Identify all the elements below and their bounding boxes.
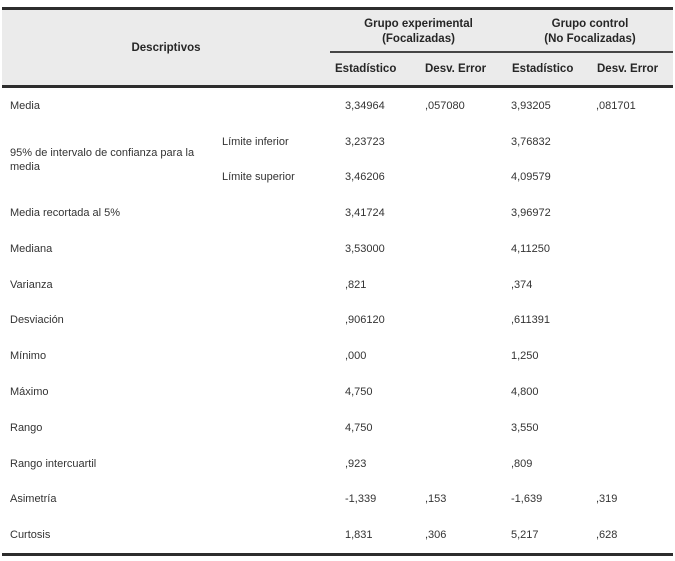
row-label: Mínimo	[10, 350, 47, 363]
group-experimental-line2: (Focalizadas)	[382, 32, 455, 45]
cell-value: ,306	[425, 529, 447, 542]
group-control-line1: Grupo control	[551, 17, 629, 30]
group-header-control	[507, 10, 673, 51]
cell-value: 3,23723	[345, 135, 385, 148]
cell-value: ,906120	[345, 314, 385, 327]
cell-value: ,628	[596, 529, 618, 542]
column-header-estadistico-experimental: Estadístico	[335, 63, 397, 75]
cell-value: ,153	[425, 493, 447, 506]
row-label: Varianza	[10, 278, 53, 291]
group-header-row	[330, 10, 673, 53]
cell-value: ,611391	[511, 314, 550, 327]
row-sublabel: Límite inferior	[222, 135, 289, 148]
cell-value: 3,96972	[511, 207, 551, 220]
cell-value: ,000	[345, 350, 367, 363]
row-label: Mediana	[10, 242, 53, 255]
cell-value: ,809	[511, 457, 533, 470]
cell-value: ,081701	[596, 99, 636, 112]
cell-value: ,923	[345, 457, 367, 470]
group-experimental-line1: Grupo experimental	[364, 17, 473, 30]
cell-value: 3,76832	[511, 135, 551, 148]
row-label: Asimetría	[10, 493, 57, 506]
row-label: Desviación	[10, 314, 64, 327]
row-label: Rango intercuartil	[10, 457, 97, 470]
table-header	[2, 7, 673, 88]
group-header-experimental	[330, 10, 507, 51]
cell-value: 3,34964	[345, 99, 385, 112]
row-label: Rango	[10, 421, 43, 434]
cell-value: ,057080	[425, 99, 465, 112]
cell-value: -1,639	[511, 493, 543, 506]
cell-value: 3,93205	[511, 99, 551, 112]
descriptives-table	[2, 7, 673, 556]
cell-value: ,821	[345, 278, 367, 291]
cell-value: 4,750	[345, 386, 373, 398]
cell-value: 3,46206	[345, 171, 385, 184]
cell-value: 4,800	[511, 386, 539, 398]
cell-value: 4,09579	[511, 171, 551, 184]
cell-value: ,374	[511, 278, 533, 291]
table-title: Descriptivos	[131, 41, 201, 54]
row-label: Media recortada al 5%	[10, 207, 121, 220]
table-body	[2, 88, 673, 553]
column-header-estadistico-control: Estadístico	[512, 63, 574, 75]
cell-value: ,319	[596, 493, 618, 506]
cell-value: 4,11250	[511, 242, 550, 255]
cell-value: 1,250	[511, 350, 539, 363]
column-header-desv-error-experimental: Desv. Error	[425, 63, 487, 75]
row-label: Curtosis	[10, 529, 51, 542]
cell-value: 3,41724	[345, 207, 385, 220]
row-label: Máximo	[10, 386, 49, 398]
cell-value: -1,339	[345, 493, 377, 506]
column-header-desv-error-control: Desv. Error	[597, 63, 659, 75]
row-label: 95% de intervalo de confianza para la media	[10, 146, 195, 173]
cell-value: 3,53000	[345, 242, 385, 255]
cell-value: 1,831	[345, 529, 373, 542]
cell-value: 5,217	[511, 529, 539, 542]
cell-value: 4,750	[345, 421, 373, 434]
row-label: Media	[10, 99, 40, 112]
row-sublabel: Límite superior	[222, 171, 295, 184]
cell-value: 3,550	[511, 421, 539, 434]
group-control-line2: (No Focalizadas)	[544, 32, 636, 45]
